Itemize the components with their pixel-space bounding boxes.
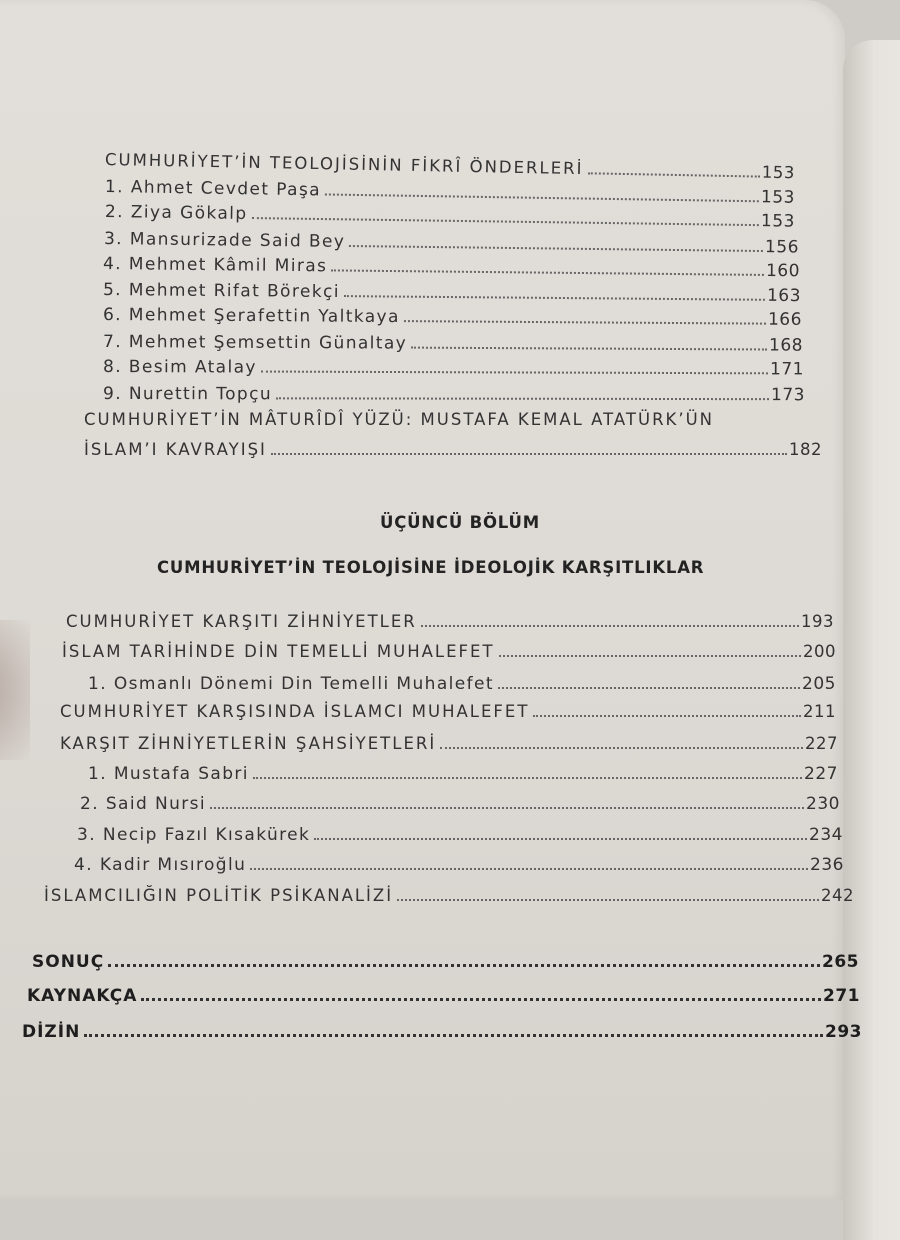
toc-entry xyxy=(80,794,840,814)
dot-leader xyxy=(411,347,767,351)
dot-leader xyxy=(421,625,799,627)
toc-entry-label: 9. Nurettin Topçu xyxy=(102,384,273,405)
toc-entry-page: 265 xyxy=(822,952,859,972)
dot-leader xyxy=(325,193,759,202)
toc-entry-page: 227 xyxy=(805,734,838,753)
toc-entry-label: 3. Mansurizade Said Bey xyxy=(103,229,346,252)
dot-leader xyxy=(344,295,765,301)
dot-leader xyxy=(250,868,808,870)
toc-entry-section-title xyxy=(105,150,795,182)
toc-entry xyxy=(74,855,844,875)
toc-entry-label: 4. Kadir Mısıroğlu xyxy=(74,855,247,875)
toc-entry-label: CUMHURİYET KARŞISINDA İSLAMCI MUHALEFET xyxy=(60,702,530,721)
toc-entry-label: CUMHURİYET KARŞITI ZİHNİYETLER xyxy=(66,612,417,631)
toc-entry-index xyxy=(22,1022,862,1042)
toc-entry-page: 230 xyxy=(806,794,840,814)
dot-leader xyxy=(533,715,801,717)
toc-entry-page: 166 xyxy=(767,309,803,330)
dot-leader xyxy=(210,807,804,809)
toc-entry-label: 6. Mehmet Şerafettin Yaltkaya xyxy=(102,305,400,328)
toc-entry xyxy=(103,305,802,330)
toc-entry xyxy=(88,674,836,694)
dot-leader xyxy=(276,397,769,400)
toc-entry-page: 200 xyxy=(803,642,836,661)
toc-entry-label: SONUÇ xyxy=(32,952,105,972)
dot-leader xyxy=(314,838,807,840)
toc-entry-page: 153 xyxy=(761,162,796,183)
dot-leader xyxy=(261,371,768,375)
toc-entry-page: 227 xyxy=(804,764,838,784)
toc-entry-label: İSLAM’I KAVRAYIŞI xyxy=(84,440,267,459)
toc-entry-label: 7. Mehmet Şemsettin Günaltay xyxy=(102,332,408,354)
toc-entry-label: DİZİN xyxy=(22,1022,81,1042)
toc-entry-page: 153 xyxy=(760,187,796,208)
toc-entry-page: 182 xyxy=(789,440,822,459)
toc-entry-label: KAYNAKÇA xyxy=(27,986,138,1006)
dot-leader xyxy=(587,172,759,177)
toc-entry xyxy=(103,280,801,306)
dot-leader xyxy=(108,964,820,967)
toc-entry-conclusion xyxy=(32,952,859,972)
dot-leader xyxy=(84,1034,823,1037)
toc-entry xyxy=(62,642,836,661)
toc-entry-label: İSLAMCILIĞIN POLİTİK PSİKANALİZİ xyxy=(44,886,394,905)
toc-entry xyxy=(103,384,805,405)
toc-entry-page: 193 xyxy=(801,612,834,631)
toc-entry-label: 8. Besim Atalay xyxy=(102,357,257,378)
toc-entry-page: 171 xyxy=(770,359,805,380)
toc-entry-page: 271 xyxy=(823,986,860,1006)
toc-entry-page: 293 xyxy=(825,1022,862,1042)
toc-entry-page: 156 xyxy=(764,237,800,258)
dot-leader xyxy=(397,899,819,901)
part-title: ÜÇÜNCÜ BÖLÜM xyxy=(380,513,540,532)
toc-entry xyxy=(77,825,843,845)
part-subtitle: CUMHURİYET’İN TEOLOJİSİNE İDEOLOJİK KARŞITLIKLAR xyxy=(157,558,705,577)
toc-entry xyxy=(103,254,800,281)
toc-entry-page: 236 xyxy=(810,855,844,875)
toc-entry-label: 5. Mehmet Rifat Börekçi xyxy=(102,280,340,303)
toc-entry-bibliography xyxy=(27,986,860,1006)
dot-leader xyxy=(271,453,787,455)
dot-leader xyxy=(331,269,764,276)
toc-entry-label: 2. Ziya Gökalp xyxy=(104,202,248,224)
dot-leader xyxy=(440,747,803,749)
toc-entry-page: 160 xyxy=(765,260,801,282)
toc-entry-page: 163 xyxy=(766,285,802,307)
toc-entry xyxy=(105,202,795,232)
toc-entry xyxy=(88,764,838,784)
toc-entry xyxy=(104,229,799,257)
toc-entry-page: 234 xyxy=(809,825,843,845)
toc-entry-label: KARŞIT ZİHNİYETLERİN ŞAHSİYETLERİ xyxy=(60,734,437,753)
toc-entry-label: 1. Mustafa Sabri xyxy=(88,764,249,784)
toc-entry-page: 168 xyxy=(768,335,804,356)
toc-entry xyxy=(66,612,834,631)
dot-leader xyxy=(404,320,766,325)
toc-entry-page: 205 xyxy=(802,674,836,694)
dot-leader xyxy=(498,687,800,689)
dot-leader xyxy=(251,217,758,226)
dot-leader xyxy=(141,998,821,1001)
toc-entry-label-line1: CUMHURİYET’İN MÂTURÎDÎ YÜZÜ: MUSTAFA KEMAL ATATÜRK’ÜN xyxy=(84,410,715,429)
toc-entry xyxy=(60,702,836,721)
toc-entry-page: 173 xyxy=(771,385,806,406)
dot-leader xyxy=(499,655,801,657)
toc-entry xyxy=(44,886,854,905)
toc-entry-label: CUMHURİYET’İN TEOLOJİSİNİN FİKRÎ ÖNDERLERİ xyxy=(104,150,584,179)
toc-entry-label: 2. Said Nursi xyxy=(80,794,207,814)
dot-leader xyxy=(349,245,763,252)
toc-entry-page: 242 xyxy=(821,886,854,905)
toc-entry-label: 1. Ahmet Cevdet Paşa xyxy=(104,177,322,201)
toc-entry-label: 1. Osmanlı Dönemi Din Temelli Muhalefet xyxy=(88,674,494,694)
toc-entry xyxy=(103,357,804,379)
toc-entry-page: 153 xyxy=(760,211,796,232)
toc-entry-page: 211 xyxy=(803,702,836,721)
toc-entry-label: 4. Mehmet Kâmil Miras xyxy=(102,254,328,277)
toc-entry xyxy=(84,440,822,459)
dot-leader xyxy=(253,777,802,779)
toc-entry xyxy=(103,332,803,356)
toc-entry xyxy=(60,734,838,753)
toc-entry-label: 3. Necip Fazıl Kısakürek xyxy=(77,825,311,845)
toc-entry-label: İSLAM TARİHİNDE DİN TEMELLİ MUHALEFET xyxy=(62,642,495,661)
